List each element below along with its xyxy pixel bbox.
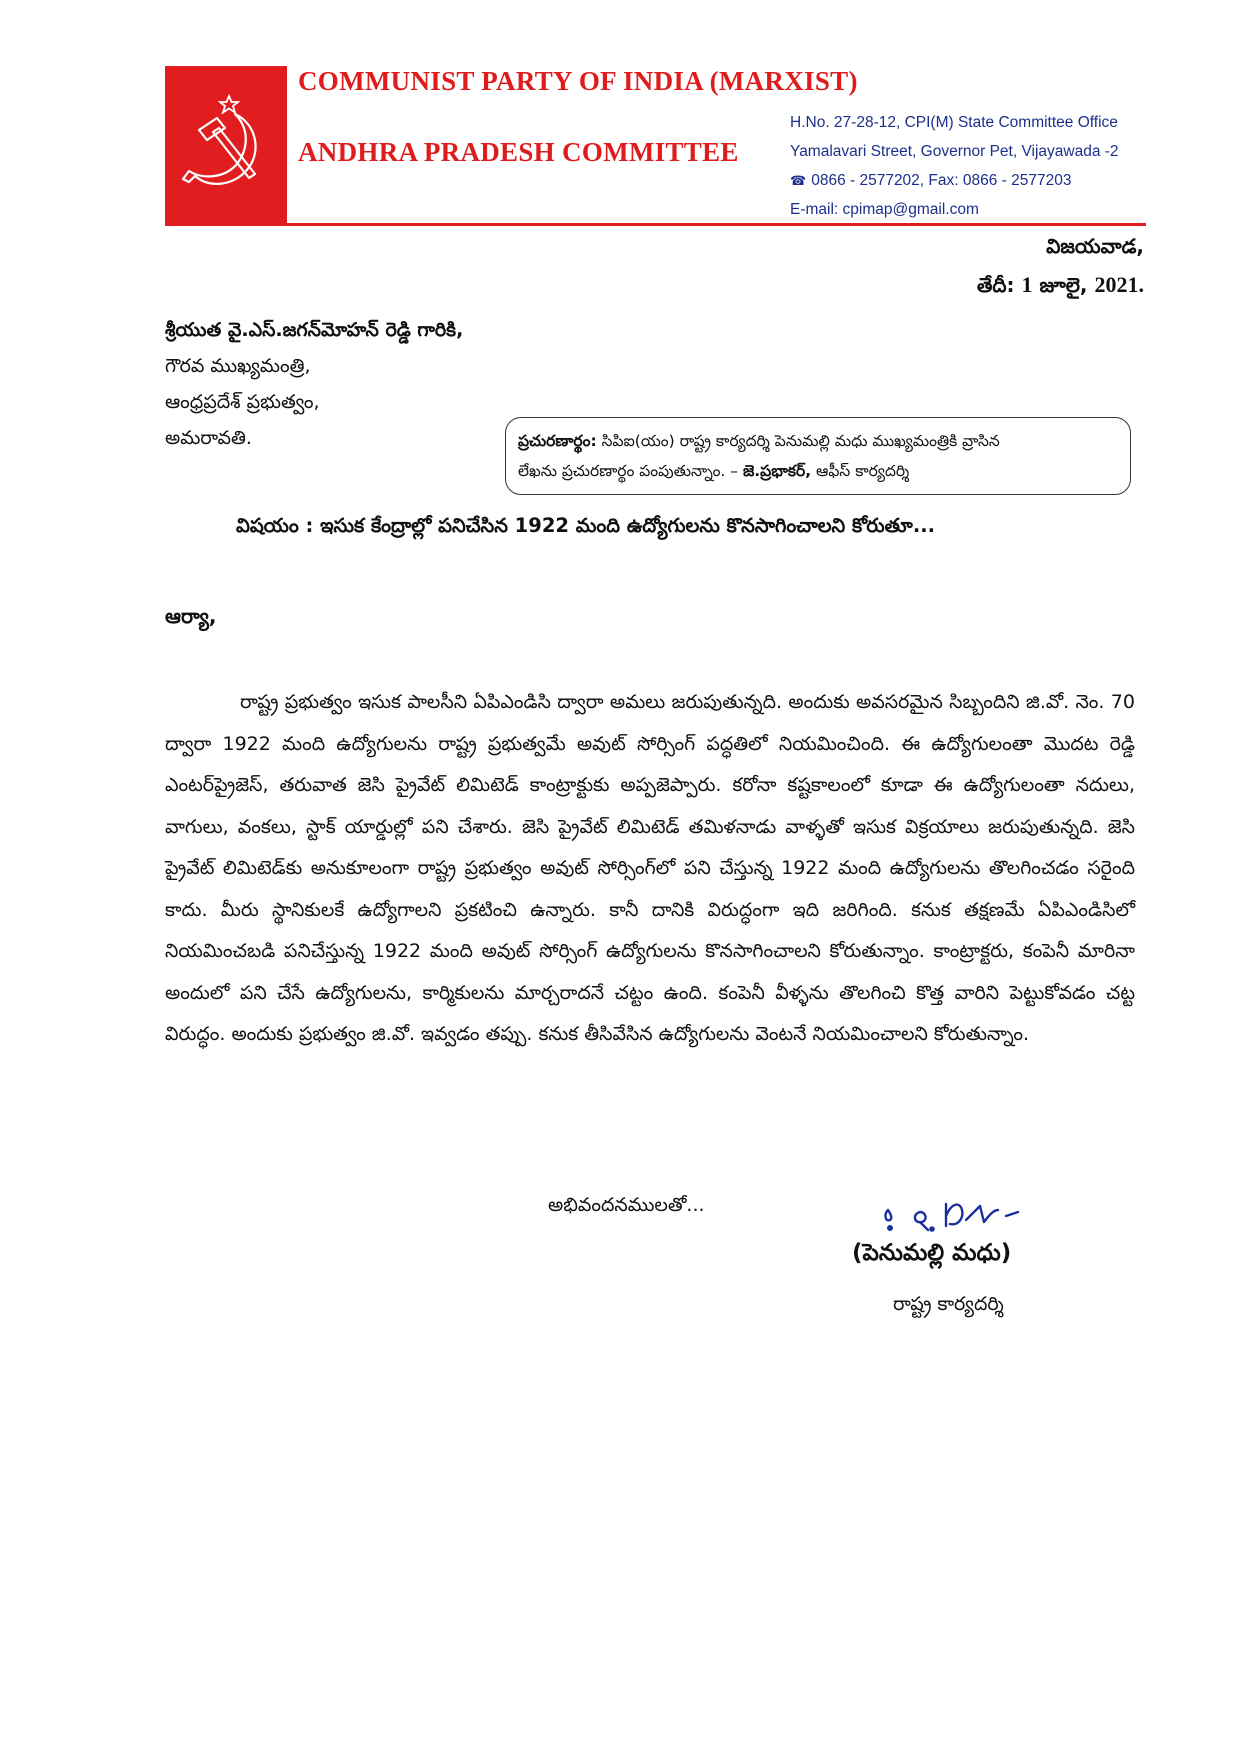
phone-line <box>790 166 1119 195</box>
signatory-name: (పెనుమల్లి మధు) <box>852 1240 1012 1266</box>
press-note-line2 <box>518 456 1118 486</box>
signatory-title: రాష్ట్ర కార్యదర్శి <box>893 1293 1004 1315</box>
salutation: ఆర్యా, <box>165 604 217 628</box>
phone-icon: ☎ <box>790 173 807 188</box>
phone-text: 0866 - 2577202, Fax: 0866 - 2577203 <box>811 172 1072 189</box>
contact-block <box>790 108 1119 224</box>
press-note-signer-role: ఆఫీస్ కార్యదర్శి <box>811 462 910 480</box>
recipient-designation: గౌరవ ముఖ్యమంత్రి, <box>165 355 311 377</box>
letter-date <box>977 272 1144 302</box>
recipient-government: ఆంధ్రప్రదేశ్ ప్రభుత్వం, <box>165 391 320 413</box>
letter-subject: విషయం : ఇసుక కేంద్రాల్లో పనిచేసిన 1922 మంది ఉద్యోగులను కొనసాగించాలని కోరుతూ... <box>236 514 936 537</box>
press-note-line1 <box>518 426 1118 456</box>
org-name-line2: ANDHRA PRADESH COMMITTEE <box>298 137 739 167</box>
recipient-address <box>165 312 463 456</box>
recipient-name: శ్రీయుత వై.ఎస్.జగన్‌మోహన్ రెడ్డి గారికి, <box>165 319 464 341</box>
letter-place: విజయవాడ, <box>1046 234 1144 258</box>
letterhead-divider <box>165 223 1146 226</box>
press-note-label: ప్రచురణార్థం: <box>518 432 597 450</box>
press-note-signer: జె.ప్రభాకర్, <box>742 462 812 480</box>
org-name-line1: COMMUNIST PARTY OF INDIA (MARXIST) <box>298 66 858 96</box>
star-icon <box>220 96 238 113</box>
address-line2: Yamalavari Street, Governor Pet, Vijayawada -2 <box>790 143 1119 160</box>
date-month: జూలై, <box>1039 273 1088 297</box>
party-logo <box>165 66 287 226</box>
date-day: 1 <box>1021 272 1033 297</box>
address-line1: H.No. 27-28-12, CPI(M) State Committee Office <box>790 114 1118 131</box>
press-note-text1: సిపిఐ(యం) రాష్ట్ర కార్యదర్శి పెనుమల్లి మధు ముఖ్యమంత్రికి వ్రాసిన <box>596 432 1000 450</box>
recipient-city: అమరావతి. <box>165 427 252 449</box>
email-line: E-mail: cpimap@gmail.com <box>790 201 979 218</box>
letter-body: రాష్ట్ర ప్రభుత్వం ఇసుక పాలసీని ఏపిఎండిసి ద్వారా అమలు జరుపుతున్నది. అందుకు అవసరమైన సిబ్బందిని జి.వో. నెం. 70 ద్వారా 1922 మంది ఉద్యోగులను రాష్ట్ర ప్రభుత్వమే అవుట్ సోర్సింగ్ పద్ధతిలో నియమించింది. ఈ ఉద్యోగులంతా మొదట రెడ్డి ఎంటర్‌ప్రైజెస్, తరువాత జెసి ప్రైవేట్ లిమిటెడ్ కాంట్రాక్టుకు అప్పజెప్పారు. కరోనా కష్టకాలంలో కూడా ఈ ఉద్యోగులంతా నదులు, వాగులు, వంకలు, స్టాక్ యార్డుల్లో పని చేశారు. జెసి ప్రైవేట్ లిమిటెడ్ తమిళనాడు వాళ్ళతో ఇసుక విక్రయాలు జరుపుతున్నది. జెసి ప్రైవేట్ లిమిటెడ్‌కు అనుకూలంగా రాష్ట్ర ప్రభుత్వం అవుట్ సోర్సింగ్‌లో పని చేస్తున్న 1922 మంది ఉద్యోగులను తొలగించడం సరైంది కాదు. మీరు స్థానికులకే ఉద్యోగాలని ప్రకటించి ఉన్నారు. కానీ దానికి విరుద్ధంగా ఇది జరిగింది. కనుక తక్షణమే ఏపిఎండిసిలో నియమించబడి పనిచేస్తున్న 1922 మంది అవుట్ సోర్సింగ్ ఉద్యోగులను కొనసాగించాలని కోరుతున్నాం. కాంట్రాక్టరు, కంపెనీ మారినా అందులో పని చేసే ఉద్యోగులను, కార్మికులను మార్చరాదనే చట్టం ఉంది. కంపెనీ వీళ్ళను తొలగించి కొత్త వారిని పెట్టుకోవడం చట్ట విరుద్ధం. అందుకు ప్రభుత్వం జి.వో. ఇవ్వడం తప్పు. కనుక తీసివేసిన ఉద్యోగులను వెంటనే నియమించాలని కోరుతున్నాం. <box>165 691 1135 1045</box>
date-label: తేదీ: <box>976 273 1015 297</box>
date-year: 2021. <box>1094 272 1144 297</box>
closing-phrase: అభివందనములతో... <box>548 1194 705 1216</box>
hammer-sickle-star-icon <box>165 66 287 226</box>
press-note-box <box>505 417 1131 495</box>
press-note-text2: లేఖను ప్రచురణార్థం పంపుతున్నాం. – <box>518 462 743 480</box>
